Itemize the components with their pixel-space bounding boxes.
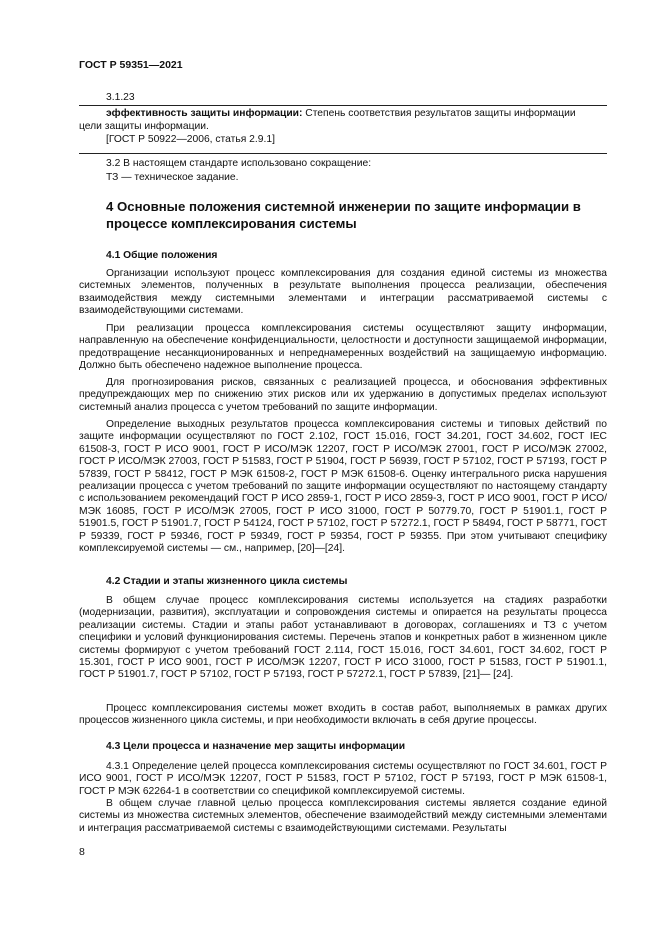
section-4-1-paragraph-3: Для прогнозирования рисков, связанных с реализацией процесса, и обоснования эффективных предупреждающих мер по снижению этих рисков или их удержанию в допустимых пределах используют системный анализ процесса с учетом требований по защите информации. xyxy=(79,377,607,413)
section-4-2-title: 4.2 Стадии и этапы жизненного цикла системы xyxy=(106,576,348,587)
section-4-2-paragraph-1: В общем случае процесс комплексирования системы используется на стадиях разработки (модернизации, развития), эксплуатации и сопровождения системы и опирается на результаты процесса реализации системы. Стадии и этапы работ устанавливают в договорах, соглашениях и ТЗ с учетом специфики и условий функционирования системы. Перечень этапов и конкретных работ в жизненном цикле системы формируют с учетом требований ГОСТ 2.114, ГОСТ 15.016, ГОСТ 34.601, ГОСТ 34.602, ГОСТ Р 15.301, ГОСТ Р ИСО 9001, ГОСТ Р ИСО/МЭК 12207, ГОСТ Р ИСО 31000, ГОСТ Р 51583, ГОСТ Р 51901.1, ГОСТ Р 51901.7, ГОСТ Р 57102, ГОСТ Р 57193, ГОСТ Р 57272.1, ГОСТ Р 57839, [21]— [24]. xyxy=(79,595,607,681)
page-number: 8 xyxy=(79,846,85,858)
section-4-1-paragraph-2: При реализации процесса комплексирования системы осуществляют защиту информации, направленную на обеспечение конфиденциальности, целостности и доступности защищаемой информации, предотвращение несанкционированных и непреднамеренных воздействий на защищаемую информацию. Должно быть обеспечено надежное выполнение процесса. xyxy=(79,323,607,372)
abbreviation-item: ТЗ — техническое задание. xyxy=(106,172,239,183)
section-4-1-paragraph-4: Определение выходных результатов процесса комплексирования системы и типовых действий по защите информации осуществляют по ГОСТ 2.102, ГОСТ 15.016, ГОСТ 34.201, ГОСТ 34.602, ГОСТ IEC 61508-3, ГОСТ Р ИСО 9001, ГОСТ Р ИСО/МЭК 12207, ГОСТ Р ИСО/МЭК 27001, ГОСТ Р ИСО/МЭК 27002, ГОСТ Р ИСО/МЭК 27003, ГОСТ Р 51583, ГОСТ Р 51904, ГОСТ Р 56939, ГОСТ Р 57102, ГОСТ Р 57193, ГОСТ Р 57839, ГОСТ Р 58412, ГОСТ Р МЭК 61508-2, ГОСТ Р МЭК 61508-6. Оценку интегрального риска нарушения реализации процесса с учетом требований по защите информации осуществляют по настоящему стандарту с использованием рекомендаций ГОСТ Р ИСО 2859-1, ГОСТ Р ИСО 2859-3, ГОСТ Р ИСО 9001, ГОСТ Р ИСО/МЭК 16085, ГОСТ Р ИСО/МЭК 27005, ГОСТ Р ИСО 31000, ГОСТ Р 50779.70, ГОСТ Р 51901.1, ГОСТ Р 51901.5, ГОСТ Р 51901.7, ГОСТ Р 54124, ГОСТ Р 57102, ГОСТ Р 57272.1, ГОСТ Р 58494, ГОСТ Р 58771, ГОСТ Р 59339, ГОСТ Р 59346, ГОСТ Р 59349, ГОСТ Р 59354, ГОСТ Р 59355. При этом учитывают специфику комплексируемой системы — см., например, [20]—[24]. xyxy=(79,419,607,555)
section-4-title: 4 Основные положения системной инженерии по защите информации в процессе комплексирования системы xyxy=(106,199,581,231)
definition-box xyxy=(79,105,607,154)
document-code-header: ГОСТ Р 59351—2021 xyxy=(79,59,183,71)
definition-text-2: цели защиты информации. xyxy=(79,121,209,132)
section-4-2-paragraph-2: Процесс комплексирования системы может входить в состав работ, выполняемых в рамках других процессов жизненного цикла системы, и при необходимости включать в себя другие процессы. xyxy=(79,703,607,727)
section-4-1-paragraph-1: Организации используют процесс комплексирования для создания единой системы из множества системных элементов, полученных в результате выполнения процесса реализации, обеспечения взаимодействия между системными элементами и интеграции рассматриваемой системы с взаимодействующими системами. xyxy=(79,268,607,317)
definition-source: [ГОСТ Р 50922—2006, статья 2.9.1] xyxy=(106,134,275,145)
definition-text-1: Степень соответствия результатов защиты информации xyxy=(302,108,576,119)
section-4-3-paragraph-2: В общем случае главной целью процесса комплексирования системы является создание единой системы из множества системных элементов, обеспечение взаимодействий между системными элементами и интеграция рассматриваемой системы с взаимодействующими системами. Результаты xyxy=(79,798,607,834)
section-4-3-paragraph-1: 4.3.1 Определение целей процесса комплексирования системы осуществляют по ГОСТ 34.601, ГОСТ Р ИСО 9001, ГОСТ Р ИСО/МЭК 12207, ГОСТ Р 51583, ГОСТ Р 57102, ГОСТ Р 57193, ГОСТ Р МЭК 61508-1, ГОСТ Р МЭК 62264-1 в соответствии со спецификой комплексируемой системы. xyxy=(79,761,607,797)
abbreviation-intro: 3.2 В настоящем стандарте использовано сокращение: xyxy=(106,158,372,169)
section-4-3-title: 4.3 Цели процесса и назначение мер защиты информации xyxy=(106,741,406,752)
section-4-1-title: 4.1 Общие положения xyxy=(106,250,218,261)
definition-line-1 xyxy=(106,108,576,120)
definition-term: эффективность защиты информации: xyxy=(106,108,303,119)
definition-number: 3.1.23 xyxy=(106,92,135,103)
